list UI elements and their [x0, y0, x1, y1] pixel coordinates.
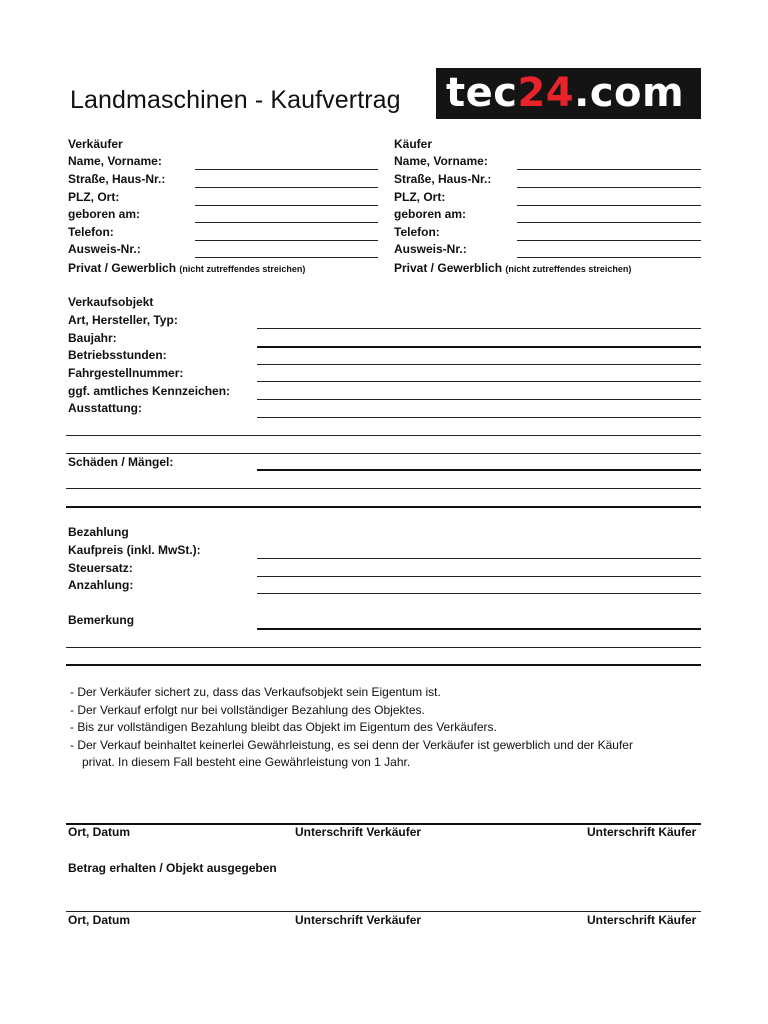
seller-phone-label: Telefon: — [68, 225, 114, 239]
page-title: Landmaschinen - Kaufvertrag — [70, 86, 401, 114]
damage-line-2[interactable] — [66, 488, 701, 489]
seller-city-label: PLZ, Ort: — [68, 190, 120, 204]
object-plate-line[interactable] — [257, 399, 701, 400]
term-item-continuation: privat. In diesem Fall besteht eine Gewährleistung von 1 Jahr. — [82, 755, 411, 770]
term-item: - Der Verkäufer sichert zu, dass das Verkaufsobjekt sein Eigentum ist. — [70, 685, 441, 699]
object-extra-line[interactable] — [66, 435, 701, 436]
object-equipment-label: Ausstattung: — [68, 401, 142, 415]
seller-heading: Verkäufer — [68, 137, 123, 151]
buyer-birth-line[interactable] — [517, 222, 701, 223]
signature-seller-2: Unterschrift Verkäufer — [295, 913, 422, 927]
seller-name-line[interactable] — [195, 169, 378, 170]
buyer-city-line[interactable] — [517, 205, 701, 206]
seller-street-line[interactable] — [195, 187, 378, 188]
object-hours-line[interactable] — [257, 364, 701, 365]
object-hours-label: Betriebsstunden: — [68, 348, 167, 362]
buyer-phone-label: Telefon: — [394, 225, 440, 239]
object-type-line[interactable] — [257, 328, 701, 329]
terms-list — [70, 684, 633, 772]
buyer-street-label: Straße, Haus-Nr.: — [394, 172, 492, 186]
buyer-phone-line[interactable] — [517, 240, 701, 241]
payment-deposit-label: Anzahlung: — [68, 578, 134, 592]
remark-line-1[interactable] — [257, 628, 701, 630]
payment-deposit-line[interactable] — [257, 593, 701, 594]
seller-street-label: Straße, Haus-Nr.: — [68, 172, 166, 186]
damage-line-3[interactable] — [66, 506, 701, 508]
seller-city-line[interactable] — [195, 205, 378, 206]
buyer-type: Privat / Gewerblich (nicht zutreffendes streichen) — [394, 261, 632, 275]
buyer-id-line[interactable] — [517, 257, 701, 258]
seller-id-line[interactable] — [195, 257, 378, 258]
buyer-street-line[interactable] — [517, 187, 701, 188]
signature-buyer-2: Unterschrift Käufer — [587, 913, 697, 927]
buyer-heading: Käufer — [394, 137, 433, 151]
payment-price-line[interactable] — [257, 558, 701, 559]
seller-id-label: Ausweis-Nr.: — [68, 242, 141, 256]
tec24-logo — [436, 68, 701, 119]
object-year-label: Baujahr: — [68, 331, 117, 345]
payment-heading: Bezahlung — [68, 525, 129, 539]
object-chassis-label: Fahrgestellnummer: — [68, 366, 184, 380]
signature-line-2[interactable] — [66, 911, 701, 912]
payment-tax-line[interactable] — [257, 576, 701, 577]
buyer-id-label: Ausweis-Nr.: — [394, 242, 467, 256]
object-chassis-line[interactable] — [257, 381, 701, 382]
remark-heading: Bemerkung — [68, 613, 135, 627]
object-type-label: Art, Hersteller, Typ: — [68, 313, 178, 327]
received-label: Betrag erhalten / Objekt ausgegeben — [68, 861, 277, 875]
term-item: - Der Verkauf erfolgt nur bei vollständiger Bezahlung des Objektes. — [70, 702, 425, 717]
seller-name-label: Name, Vorname: — [68, 154, 162, 168]
payment-tax-label: Steuersatz: — [68, 561, 133, 575]
object-equipment-line[interactable] — [257, 417, 701, 418]
signature-place-date-2: Ort, Datum — [68, 913, 131, 927]
logo-text: tec24.com — [446, 70, 685, 116]
signature-buyer-1: Unterschrift Käufer — [587, 825, 697, 839]
damage-line-1[interactable] — [257, 469, 701, 471]
object-year-line[interactable] — [257, 346, 701, 348]
term-item: - Der Verkauf beinhaltet keinerlei Gewährleistung, es sei denn der Verkäufer ist gewerblich und der Käufer — [70, 737, 633, 752]
object-plate-label: ggf. amtliches Kennzeichen: — [68, 384, 231, 398]
damage-label: Schäden / Mängel: — [68, 455, 174, 469]
payment-price-label: Kaufpreis (inkl. MwSt.): — [68, 543, 201, 557]
object-heading: Verkaufsobjekt — [68, 295, 154, 309]
remark-line-3[interactable] — [66, 664, 701, 666]
buyer-name-label: Name, Vorname: — [394, 154, 488, 168]
term-item: - Bis zur vollständigen Bezahlung bleibt das Objekt im Eigentum des Verkäufers. — [70, 720, 497, 735]
signature-seller-1: Unterschrift Verkäufer — [295, 825, 422, 839]
object-end-line — [66, 453, 701, 454]
seller-birth-label: geboren am: — [68, 207, 141, 221]
signature-place-date-1: Ort, Datum — [68, 825, 131, 839]
buyer-city-label: PLZ, Ort: — [394, 190, 446, 204]
seller-phone-line[interactable] — [195, 240, 378, 241]
buyer-name-line[interactable] — [517, 169, 701, 170]
remark-line-2[interactable] — [66, 647, 701, 648]
seller-birth-line[interactable] — [195, 222, 378, 223]
buyer-birth-label: geboren am: — [394, 207, 467, 221]
seller-type: Privat / Gewerblich (nicht zutreffendes streichen) — [68, 261, 306, 275]
